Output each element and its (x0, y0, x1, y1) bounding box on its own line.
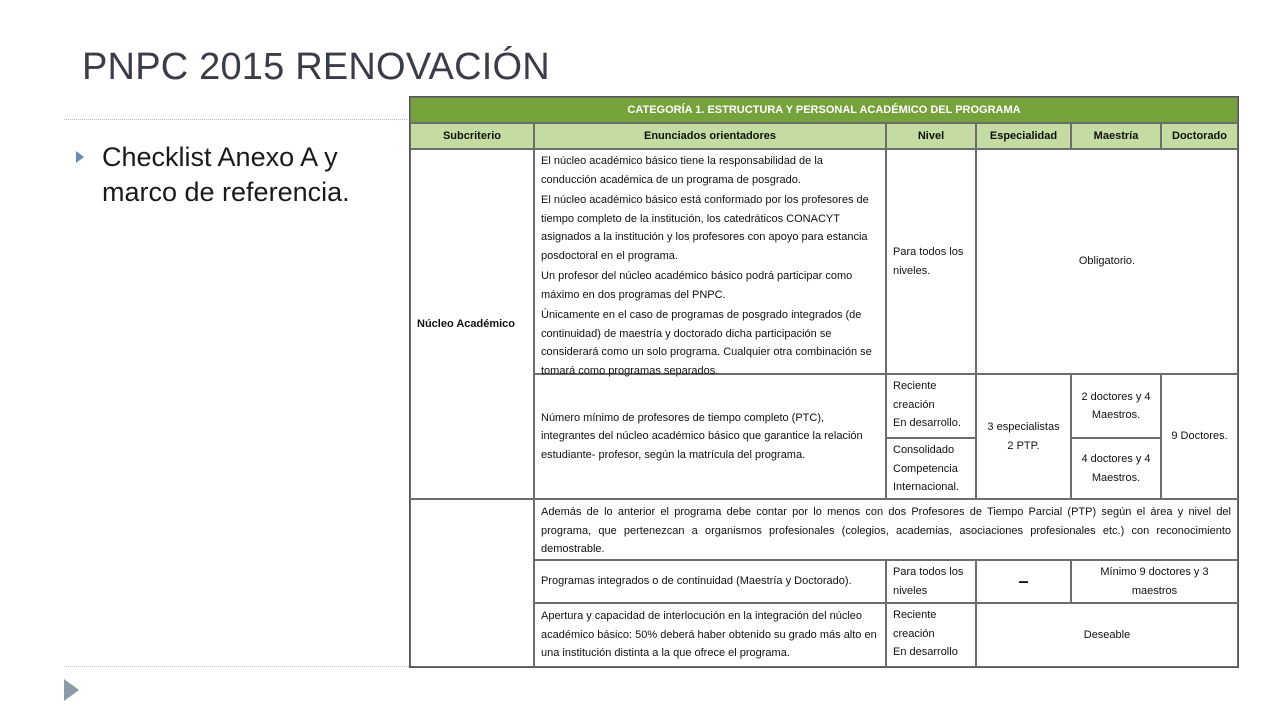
bullet-arrow-icon (76, 151, 84, 163)
row2-statement: Número mínimo de profesores de tiempo completo (PTC), integrantes del núcleo académico básico que garantice la relación estudiante- profesor, según la matrícula del programa. (534, 374, 886, 499)
header-especialidad: Especialidad (976, 123, 1071, 149)
row1-statement-4: Únicamente en el caso de programas de posgrado integrados (de continuidad) de maestría y doctorado dicha participación se considerará como un solo programa. Cualquier otra combinación se tomará como programas separados. (541, 309, 872, 377)
slide-title: PNPC 2015 RENOVACIÓN (82, 46, 550, 88)
row1-statement-3: Un profesor del núcleo académico básico podrá participar como máximo en dos programas del PNPC. (541, 270, 853, 301)
row3-statement: Además de lo anterior el programa debe contar por lo menos con dos Profesores de Tiempo Parcial (PTP) según el área y nivel del programa, que pertenezcan a organismos profesionales (colegios, academias, asociaciones profesionales etc.) con reconocimiento demostrable. (534, 499, 1238, 560)
row2-especialidad-line2: 2 PTP. (1007, 439, 1040, 452)
header-enunciados: Enunciados orientadores (534, 123, 886, 149)
row5-level (886, 603, 976, 667)
divider-bottom (64, 666, 411, 667)
row2-maestria-b: 4 doctores y 4 Maestros. (1071, 438, 1161, 499)
row1-statement-1: El núcleo académico básico tiene la responsabilidad de la conducción académica de un programa de posgrado. (541, 155, 823, 186)
row4-especialidad: – (976, 560, 1071, 603)
header-maestria: Maestría (1071, 123, 1161, 149)
row2-level-b: Consolidado Competencia Internacional. (886, 438, 976, 499)
subcriterion-cell: Núcleo Académico (410, 149, 534, 499)
row4-statement: Programas integrados o de continuidad (Maestría y Doctorado). (534, 560, 886, 603)
row2-level-a-line2: En desarrollo. (893, 417, 961, 429)
divider-top (64, 119, 407, 120)
row5-value: Deseable (976, 603, 1238, 667)
criteria-table (409, 96, 1239, 668)
bullet-text: Checklist Anexo A y marco de referencia. (102, 142, 350, 207)
row1-level: Para todos los niveles. (886, 149, 976, 374)
header-nivel: Nivel (886, 123, 976, 149)
row2-doctorado: 9 Doctores. (1161, 374, 1238, 499)
row2-especialidad-line1: 3 especialistas (987, 421, 1060, 433)
row2-level-a (886, 374, 976, 438)
row2-level-a-line1: Reciente creación (893, 380, 937, 411)
row2-especialidad (976, 374, 1071, 499)
row5-level-line1: Reciente creación (893, 609, 937, 640)
table-category-title: CATEGORÍA 1. ESTRUCTURA Y PERSONAL ACADÉMICO DEL PROGRAMA (410, 97, 1238, 123)
row5-level-line2: En desarrollo (893, 646, 958, 658)
row4-level: Para todos los niveles (886, 560, 976, 603)
row5-statement: Apertura y capacidad de interlocución en la integración del núcleo académico básico: 50% deberá haber obtenido su grado más alto en una institución distinta a la que ofrece el programa. (534, 603, 886, 667)
row2-maestria-a: 2 doctores y 4 Maestros. (1071, 374, 1161, 438)
header-subcriterio: Subcriterio (410, 123, 534, 149)
subcriterion-cell-empty (410, 499, 534, 667)
header-doctorado: Doctorado (1161, 123, 1238, 149)
row1-statements (534, 149, 886, 377)
row1-value: Obligatorio. (976, 149, 1238, 374)
slide-nav-arrow-icon (64, 679, 79, 701)
row4-value: Mínimo 9 doctores y 3 maestros (1071, 560, 1238, 603)
row1-statement-2: El núcleo académico básico está conformado por los profesores de tiempo completo de la institución, los catedráticos CONACYT asignados a la institución y los profesores con apoyo para estancia posdoctoral en el programa. (541, 194, 869, 262)
